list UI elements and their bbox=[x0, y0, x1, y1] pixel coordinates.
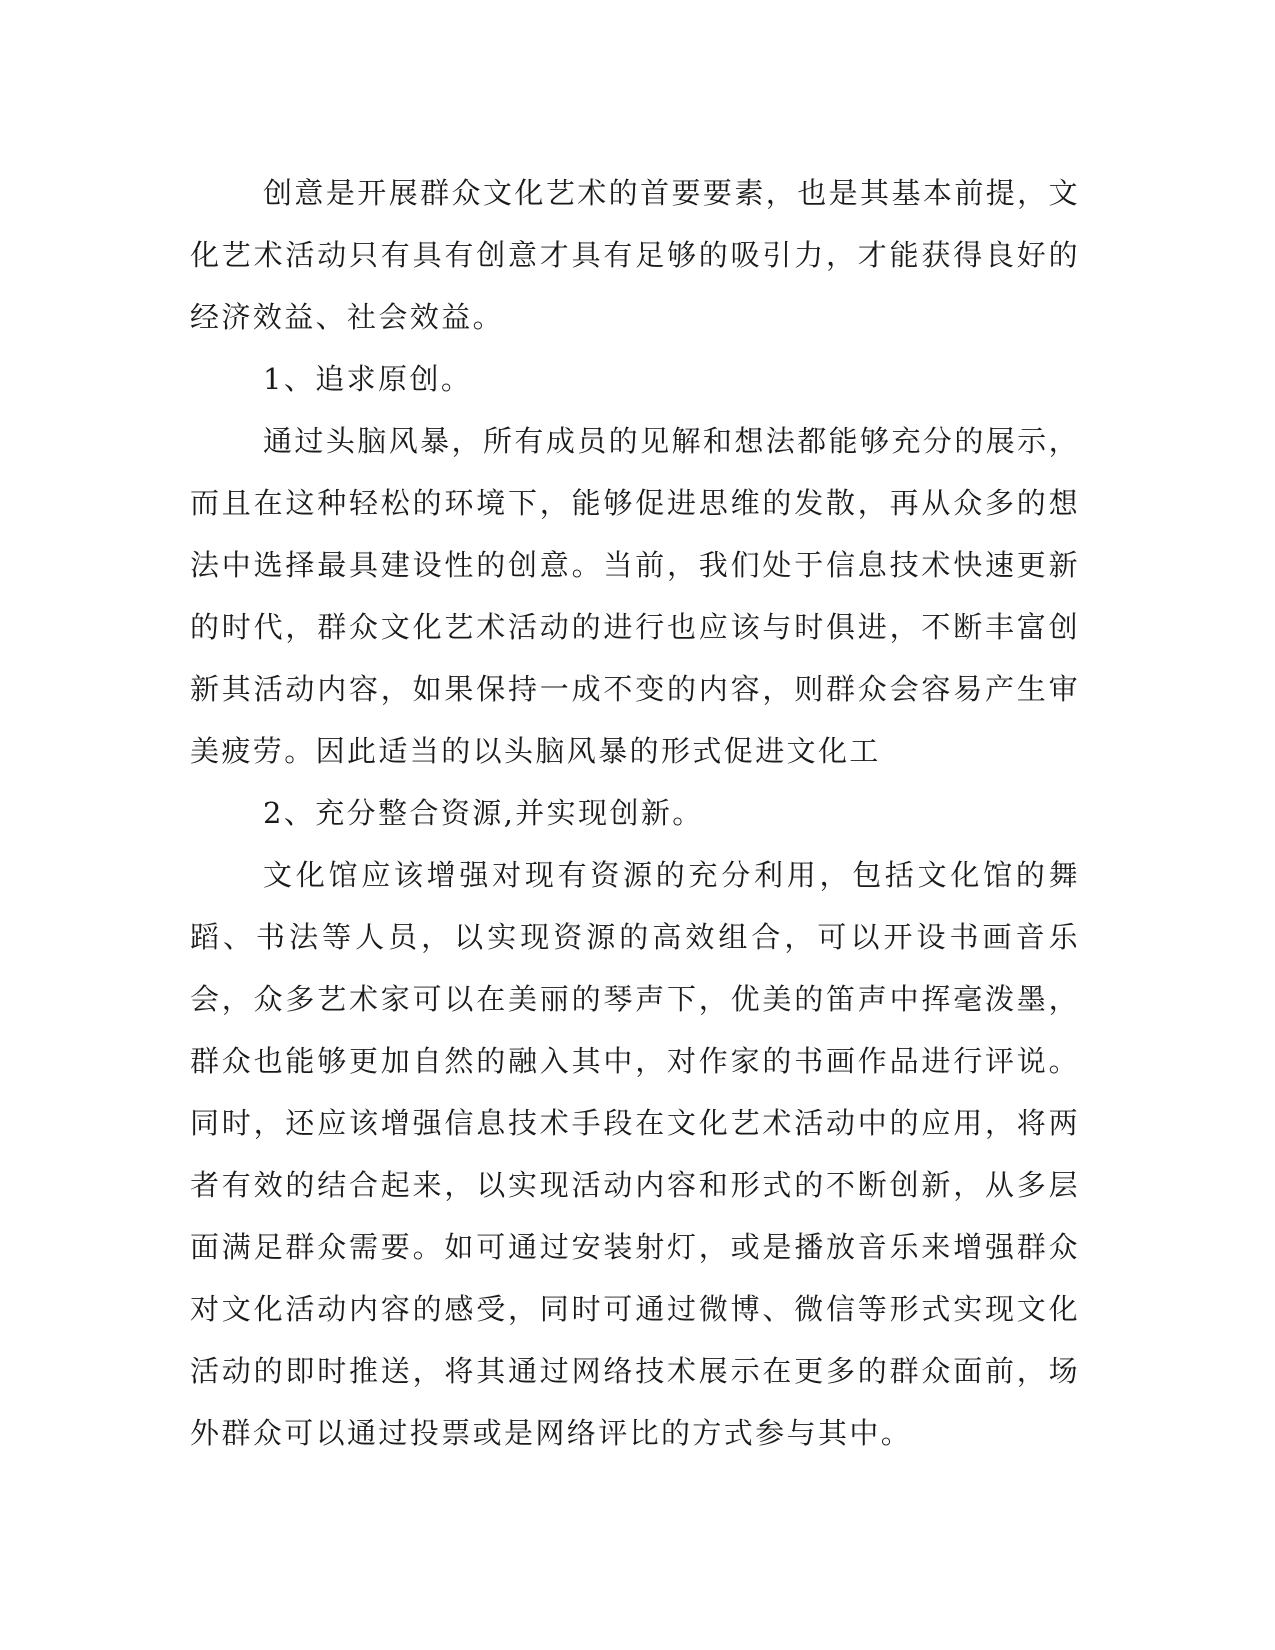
document-body bbox=[190, 162, 1080, 1464]
paragraph-brainstorming: 通过头脑风暴，所有成员的见解和想法都能够充分的展示，而且在这种轻松的环境下，能够促进思维的发散，再从众多的想法中选择最具建设性的创意。当前，我们处于信息技术快速更新的时代，群众文化艺术活动的进行也应该与时俱进，不断丰富创新其活动内容，如果保持一成不变的内容，则群众会容易产生审美疲劳。因此适当的以头脑风暴的形式促进文化工 bbox=[190, 424, 1080, 768]
paragraph-cultural-center: 文化馆应该增强对现有资源的充分利用，包括文化馆的舞蹈、书法等人员，以实现资源的高效组合，可以开设书画音乐会，众多艺术家可以在美丽的琴声下，优美的笛声中挥毫泼墨，群众也能够更加自然的融入其中，对作家的书画作品进行评说。同时，还应该增强信息技术手段在文化艺术活动中的应用，将两者有效的结合起来，以实现活动内容和形式的不断创新，从多层面满足群众需要。如可通过安装射灯，或是播放音乐来增强群众对文化活动内容的感受，同时可通过微博、微信等形式实现文化活动的即时推送，将其通过网络技术展示在更多的群众面前，场外群众可以通过投票或是网络评比的方式参与其中。 bbox=[190, 858, 1080, 1450]
heading-pursue-originality: 1、追求原创。 bbox=[263, 362, 473, 396]
heading-integrate-resources: 2、充分整合资源,并实现创新。 bbox=[263, 796, 704, 830]
paragraph-intro: 创意是开展群众文化艺术的首要要素，也是其基本前提，文化艺术活动只有具有创意才具有足够的吸引力，才能获得良好的经济效益、社会效益。 bbox=[190, 176, 1080, 334]
